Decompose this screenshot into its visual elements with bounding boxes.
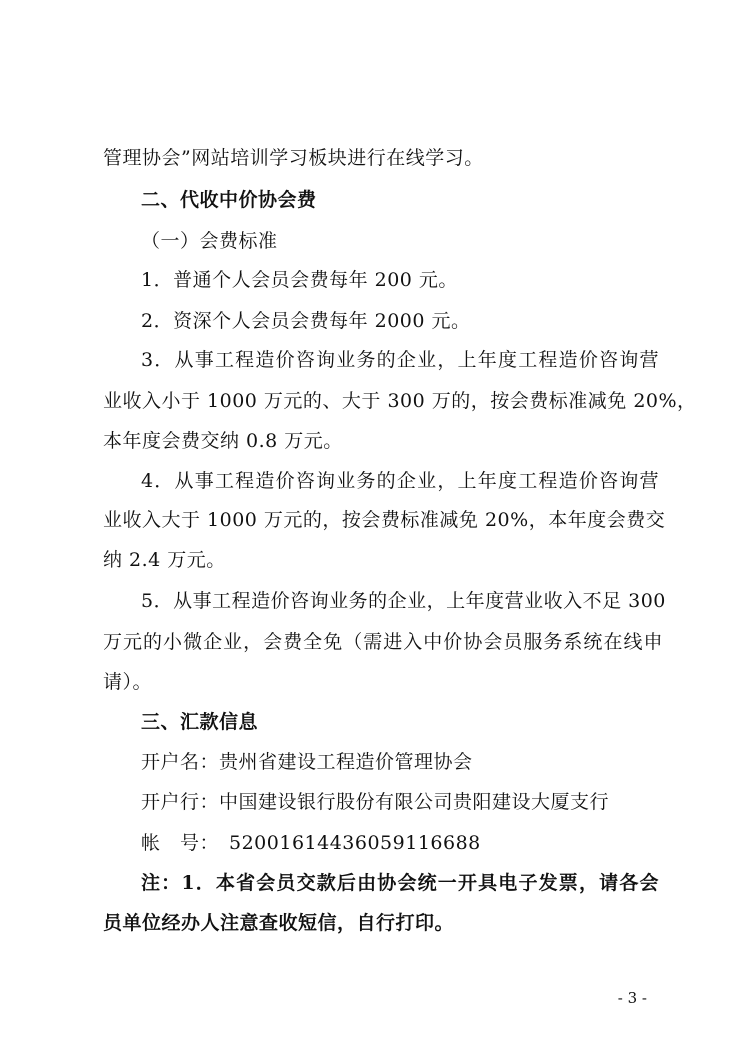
item-4-line-1: 4．从事工程造价咨询业务的企业，上年度工程造价咨询营 [141,470,659,492]
note-line-2: 员单位经办人注意查收短信，自行打印。 [103,912,455,934]
note-line-1: 注：1．本省会员交款后由协会统一开具电子发票，请各会 [141,872,659,894]
section-heading-2: 二、代收中价协会费 [141,189,317,211]
account-bank-line: 开户行：中国建设银行股份有限公司贵阳建设大厦支行 [141,791,610,813]
item-4-line-2: 业收入大于 1000 万元的，按会费标准减免 20%，本年度会费交 [103,509,666,531]
item-3-line-1: 3．从事工程造价咨询业务的企业，上年度工程造价咨询营 [141,349,659,371]
item-5-line-3: 请）。 [103,671,153,693]
item-5-line-2: 万元的小微企业，会费全免（需进入中价协会员服务系统在线申 [103,631,663,653]
subsection-heading-1: （一）会费标准 [141,230,278,252]
item-2-line: 2．资深个人会员会费每年 2000 元。 [141,310,471,332]
account-name-line: 开户名：贵州省建设工程造价管理协会 [141,751,473,773]
item-1-line: 1．普通个人会员会费每年 200 元。 [141,269,458,291]
page-number: - 3 - [617,989,647,1007]
paragraph-line-1: 管理协会”网站培训学习板块进行在线学习。 [103,147,484,169]
item-5-line-1: 5．从事工程造价咨询业务的企业，上年度营业收入不足 300 [141,590,666,612]
item-3-line-2: 业收入小于 1000 万元的、大于 300 万的，按会费标准减免 20%， [103,390,697,412]
account-number-label: 帐 号： [141,832,220,854]
item-4-line-3: 纳 2.4 万元。 [103,549,226,571]
account-number-value: 52001614436059116688 [229,832,481,854]
section-heading-3: 三、汇款信息 [141,711,259,733]
item-3-line-3: 本年度会费交纳 0.8 万元。 [103,430,343,452]
